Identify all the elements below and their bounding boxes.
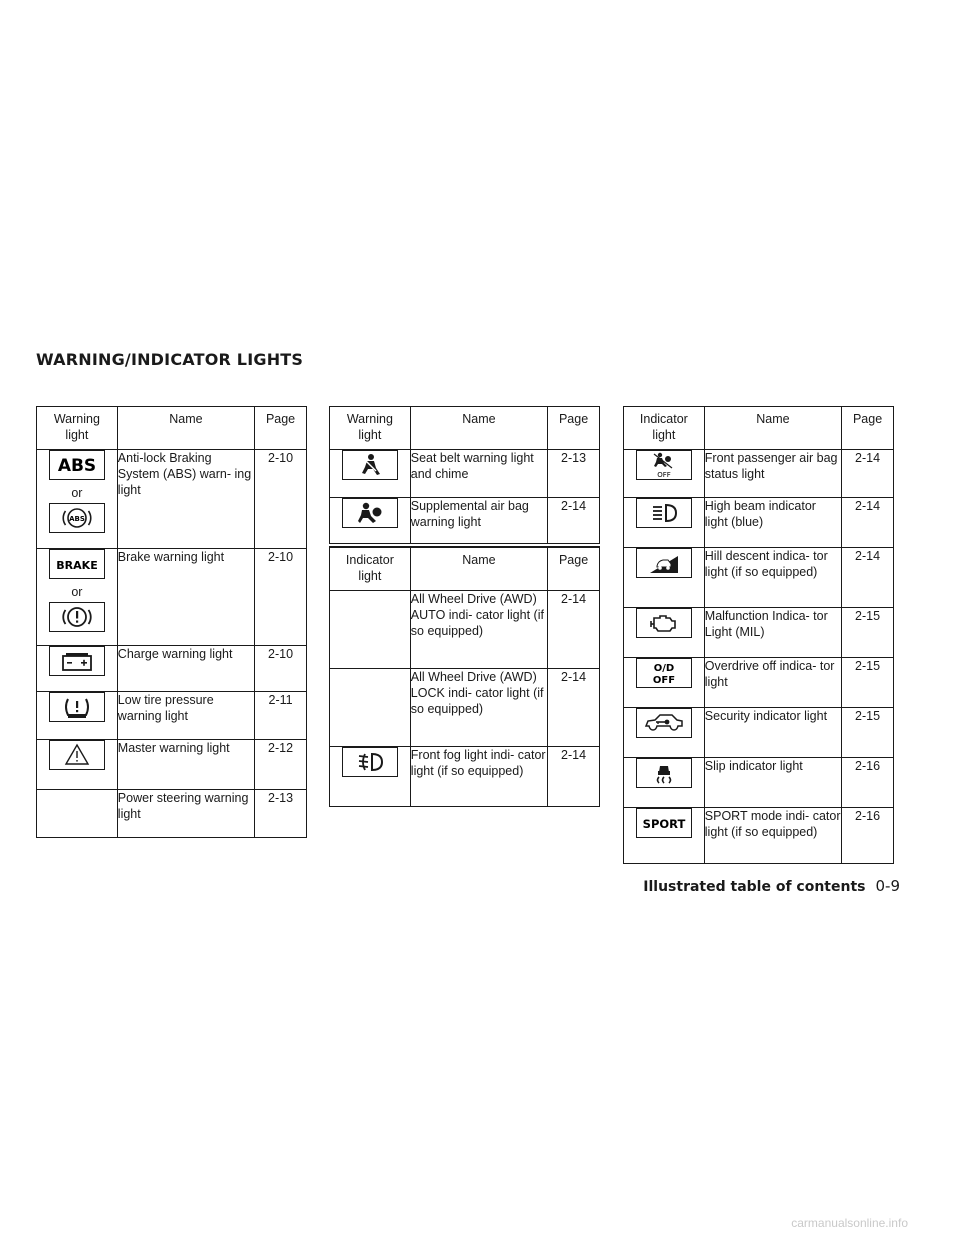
row-name: Front fog light indi- cator light (if so equipped) [410,747,547,807]
row-name: Overdrive off indica- tor light [704,658,841,708]
header-name: Name [117,407,254,450]
table-row [37,692,307,740]
engine-icon [636,608,692,638]
row-name: Brake warning light [117,549,254,646]
or-label: or [71,486,83,500]
header-name: Name [410,407,547,450]
svg-text:O/D: O/D [653,663,675,674]
sport-mode-icon [636,808,692,838]
row-page: 2-14 [548,498,600,544]
table-row [624,758,894,808]
table-row [624,498,894,548]
row-name: Seat belt warning light and chime [410,450,547,498]
table-row [37,740,307,790]
page-footer [643,876,900,895]
table-row [330,591,600,669]
row-page: 2-13 [548,450,600,498]
row-name: Front passenger air bag status light [704,450,841,498]
abs-text-icon [49,450,105,480]
header-page: Page [842,407,894,450]
overdrive-off-icon [636,658,692,688]
header-indicator-light: Indicator light [624,407,705,450]
header-warning-light: Warning light [37,407,118,450]
row-page: 2-14 [548,669,600,747]
warning-lights-table-1 [36,406,307,838]
header-page: Page [548,407,600,450]
svg-text:OFF: OFF [657,471,671,479]
header-indicator-light: Indicator light [330,547,411,591]
table-row [624,708,894,758]
table-row [330,498,600,544]
master-warning-icon [49,740,105,770]
table-row [330,669,600,747]
abs-circle-icon [49,503,105,533]
row-page: 2-11 [255,692,307,740]
row-page: 2-10 [255,646,307,692]
tire-pressure-icon [49,692,105,722]
svg-text:OFF: OFF [652,675,675,686]
header-page: Page [255,407,307,450]
brake-text-icon [49,549,105,579]
header-name: Name [410,547,547,591]
security-car-key-icon [636,708,692,738]
row-name: All Wheel Drive (AWD) AUTO indi- cator light (if so equipped) [410,591,547,669]
slip-icon [636,758,692,788]
table-row [37,790,307,838]
table-row [330,747,600,807]
header-warning-light: Warning light [330,407,411,450]
svg-text:BRAKE: BRAKE [56,559,98,572]
table-row [37,549,307,646]
footer-page-number: 0-9 [875,877,900,895]
table-row [37,646,307,692]
table-row [37,450,307,549]
table-row [624,450,894,498]
row-name: Security indicator light [704,708,841,758]
row-page: 2-12 [255,740,307,790]
row-name: Malfunction Indica- tor Light (MIL) [704,608,841,658]
front-fog-icon [342,747,398,777]
row-page: 2-13 [255,790,307,838]
row-page: 2-10 [255,450,307,549]
table-row [624,658,894,708]
row-name: Power steering warning light [117,790,254,838]
brake-circle-icon [49,602,105,632]
hill-descent-icon [636,548,692,578]
row-page: 2-14 [842,498,894,548]
row-page: 2-14 [548,747,600,807]
warning-lights-table-2 [329,406,600,544]
footer-section-title: Illustrated table of contents [643,879,866,895]
row-name: High beam indicator light (blue) [704,498,841,548]
row-name: Supplemental air bag warning light [410,498,547,544]
row-page: 2-14 [842,450,894,498]
row-page: 2-16 [842,758,894,808]
seat-belt-icon [342,450,398,480]
table-row [624,608,894,658]
row-page: 2-16 [842,808,894,864]
row-page: 2-10 [255,549,307,646]
table-row [624,808,894,864]
row-page: 2-15 [842,608,894,658]
header-page: Page [548,547,600,591]
header-name: Name [704,407,841,450]
svg-text:ABS: ABS [68,515,85,523]
row-name: Hill descent indica- tor light (if so equipped) [704,548,841,608]
row-name: SPORT mode indi- cator light (if so equipped) [704,808,841,864]
row-name: All Wheel Drive (AWD) LOCK indi- cator light (if so equipped) [410,669,547,747]
high-beam-icon [636,498,692,528]
row-name: Master warning light [117,740,254,790]
row-page: 2-14 [548,591,600,669]
airbag-icon [342,498,398,528]
row-page: 2-15 [842,658,894,708]
watermark: carmanualsonline.info [791,1216,908,1230]
svg-text:SPORT: SPORT [642,817,686,831]
or-label: or [71,585,83,599]
svg-text:ABS: ABS [57,456,97,476]
row-page: 2-14 [842,548,894,608]
row-page: 2-15 [842,708,894,758]
section-heading: WARNING/INDICATOR LIGHTS [36,350,304,369]
row-name: Charge warning light [117,646,254,692]
table-row [624,548,894,608]
row-name: Anti-lock Braking System (ABS) warn- ing light [117,450,254,549]
passenger-airbag-off-icon [636,450,692,480]
row-name: Slip indicator light [704,758,841,808]
row-name: Low tire pressure warning light [117,692,254,740]
table-row [330,450,600,498]
indicator-lights-table-2 [623,406,894,864]
battery-icon [49,646,105,676]
indicator-lights-table-1 [329,546,600,807]
